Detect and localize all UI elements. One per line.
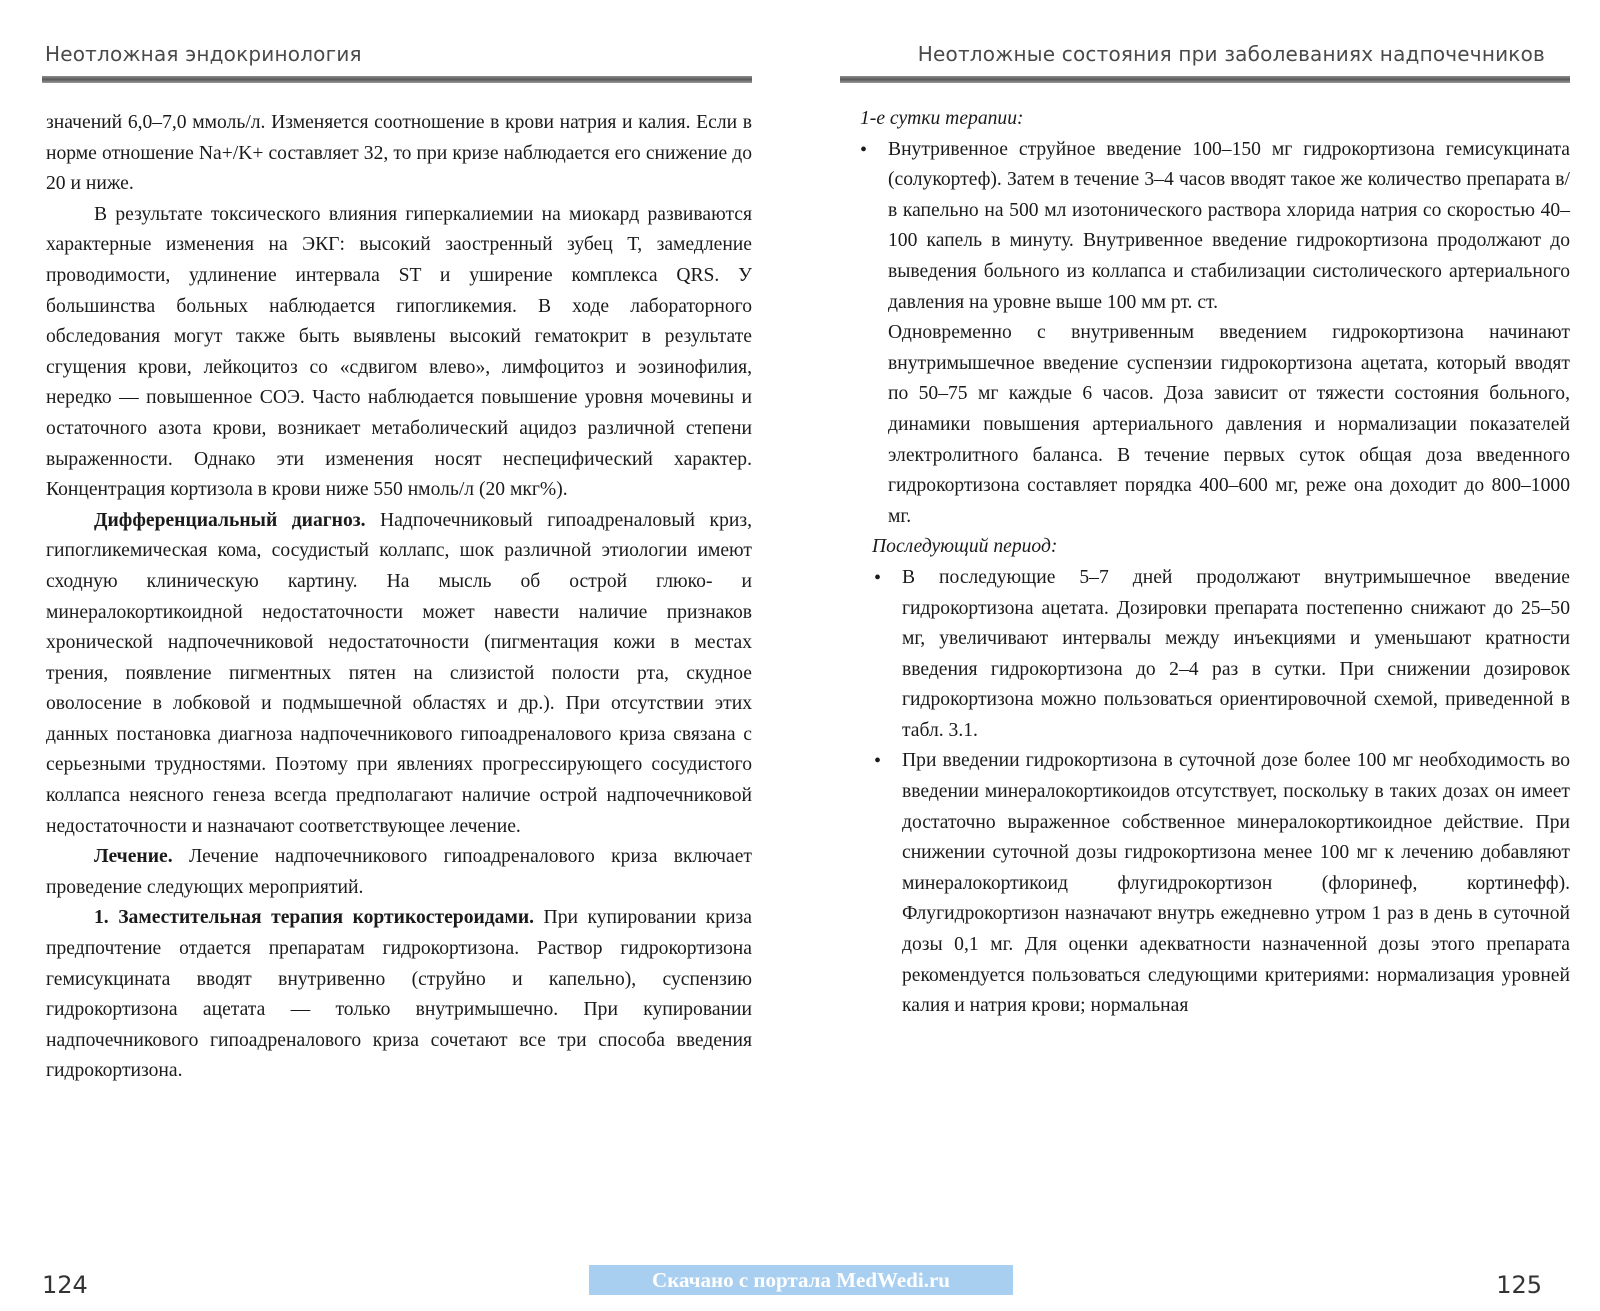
paragraph (46, 842, 752, 903)
section-lead: Дифференциальный диагноз. (94, 509, 366, 531)
body-text (46, 108, 752, 1087)
list-item (860, 135, 1570, 533)
paragraph: значений 6,0–7,0 ммоль/л. Изменяется соотношение в крови натрия и калия. Если в норме отношение Na+/K+ составляет 32, то при кризе наблюдается его снижение до 20 и ниже. (46, 112, 752, 195)
header-rule (42, 76, 752, 83)
left-page (0, 0, 790, 1311)
paragraph (46, 903, 752, 1087)
section-lead: Лечение. (94, 846, 173, 868)
list-item (874, 563, 1570, 747)
bullet-icon: • (874, 750, 882, 773)
list-item-text: В последующие 5–7 дней продолжают внутримышечное введение гидрокортизона ацетата. Дозировки препарата постепенно снижают до 25–50 мг, увеличивают интервалы между инъекциями и уменьшают кратности введения гидрокортизона до 2–4 раз в сутки. При снижении дозировок гидрокортизона можно пользоваться ориентировочной схемой, приведенной в табл. 3.1. (902, 566, 1570, 741)
list-item-text: Внутривенное струйное введение 100–150 мг гидрокортизона гемисукцината (солукортеф). Затем в течение 3–4 часов вводят такое же количество препарата в/в капельно на 500 мл изотонического раствора хлорида натрия со скоростью 40–100 капель в минуту. Внутривенное введение гидрокортизона продолжают до выведения больного из коллапса и стабилизации систолического артериального давления на уровне выше 100 мм рт. ст. (888, 138, 1570, 313)
running-head: Неотложные состояния при заболеваниях надпочечников (917, 42, 1545, 66)
paragraph-body: Лечение надпочечникового гипоадреналового криза включает проведение следующих мероприятий. (46, 846, 752, 898)
subheading: 1-е сутки терапии: (860, 108, 1024, 129)
paragraph (46, 506, 752, 843)
list-item-text: При введении гидрокортизона в суточной дозе более 100 мг необходимость во введении минералокортикоидов отсутствует, поскольку в таких дозах он имеет достаточно выраженное собственное минералокортикоидное действие. При снижении суточной дозы гидрокортизона менее 100 мг к лечению добавляют минералокортикоид флугидрокортизон (флоринеф, кортинефф). Флугидрокортизон назначают внутрь ежедневно утром 1 раз в день в суточной дозы 0,1 мг. Для оценки адекватности назначенной дозы этого препарата рекомендуется пользоваться следующими критериями: нормализация уровней калия и натрия крови; нормальная (902, 750, 1570, 1017)
page-number: 125 (1496, 1271, 1542, 1299)
paragraph-body: При купировании криза предпочтение отдается препаратам гидрокортизона. Раствор гидрокортизона гемисукцината вводят внутривенно (струйно и капельно), суспензию гидрокортизона ацетата — только внутримышечно. При купировании надпочечникового гипоадреналового криза сочетают все три способа введения гидрокортизона. (46, 907, 752, 1082)
header-rule (840, 76, 1570, 83)
watermark-banner: Скачано с портала MedWedi.ru (589, 1265, 1013, 1295)
bullet-list (874, 563, 1570, 1022)
page-number: 124 (42, 1271, 88, 1299)
list-item-text: Одновременно с внутривенным введением гидрокортизона начинают внутримышечное введение суспензии гидрокортизона ацетата, который вводят по 50–75 мг каждые 6 часов. Доза зависит от тяжести состояния больного, динамики повышения артериального давления и нормализации показателей электролитного баланса. В течение первых суток общая доза введенного гидрокортизона составляет порядка 400–600 мг, реже она доходит до 800–1000 мг. (888, 322, 1570, 527)
bullet-list (860, 135, 1570, 533)
right-page (810, 0, 1600, 1311)
running-head: Неотложная эндокринология (45, 42, 362, 66)
bullet-icon: • (874, 566, 882, 589)
list-item (874, 746, 1570, 1021)
paragraph: В результате токсического влияния гиперкалиемии на миокард развиваются характерные изменения на ЭКГ: высокий заостренный зубец Т, замедление проводимости, удлинение интервала ST и уширение комплекса QRS. У большинства больных наблюдается гипогликемия. В ходе лабораторного обследования могут также быть выявлены высокий гематокрит в результате сгущения крови, лейкоцитоз со «сдвигом влево», лимфоцитоз и эозинофилия, нередко — повышенное СОЭ. Часто наблюдается повышение уровня мочевины и остаточного азота крови, возникает метаболический ацидоз различной степени выраженности. Однако эти изменения носят неспецифический характер. Концентрация кортизола в крови ниже 550 нмоль/л (20 мкг%). (46, 203, 752, 501)
paragraph-body: Надпочечниковый гипоадреналовый криз, гипогликемическая кома, сосудистый коллапс, шок различной этиологии имеют сходную клиническую картину. На мысль об острой глюко- и минералокортикоидной недостаточности может навести наличие признаков хронической надпочечниковой недостаточности (пигментация кожи в местах трения, появление пигментных пятен на слизистой полости рта, скудное оволосение в лобковой и подмышечной областях и др.). При отсутствии этих данных постановка диагноза надпочечникового гипоадреналового криза связана с серьезными трудностями. Поэтому при явлениях прогрессирующего сосудистого коллапса неясного генеза всегда предполагают наличие острой надпочечниковой недостаточности и назначают соответствующее лечение. (46, 509, 752, 837)
body-text (860, 104, 1570, 1022)
section-lead: 1. Заместительная терапия кортикостероидами. (94, 907, 535, 929)
bullet-icon: • (860, 138, 868, 161)
subheading: Последующий период: (872, 536, 1058, 558)
